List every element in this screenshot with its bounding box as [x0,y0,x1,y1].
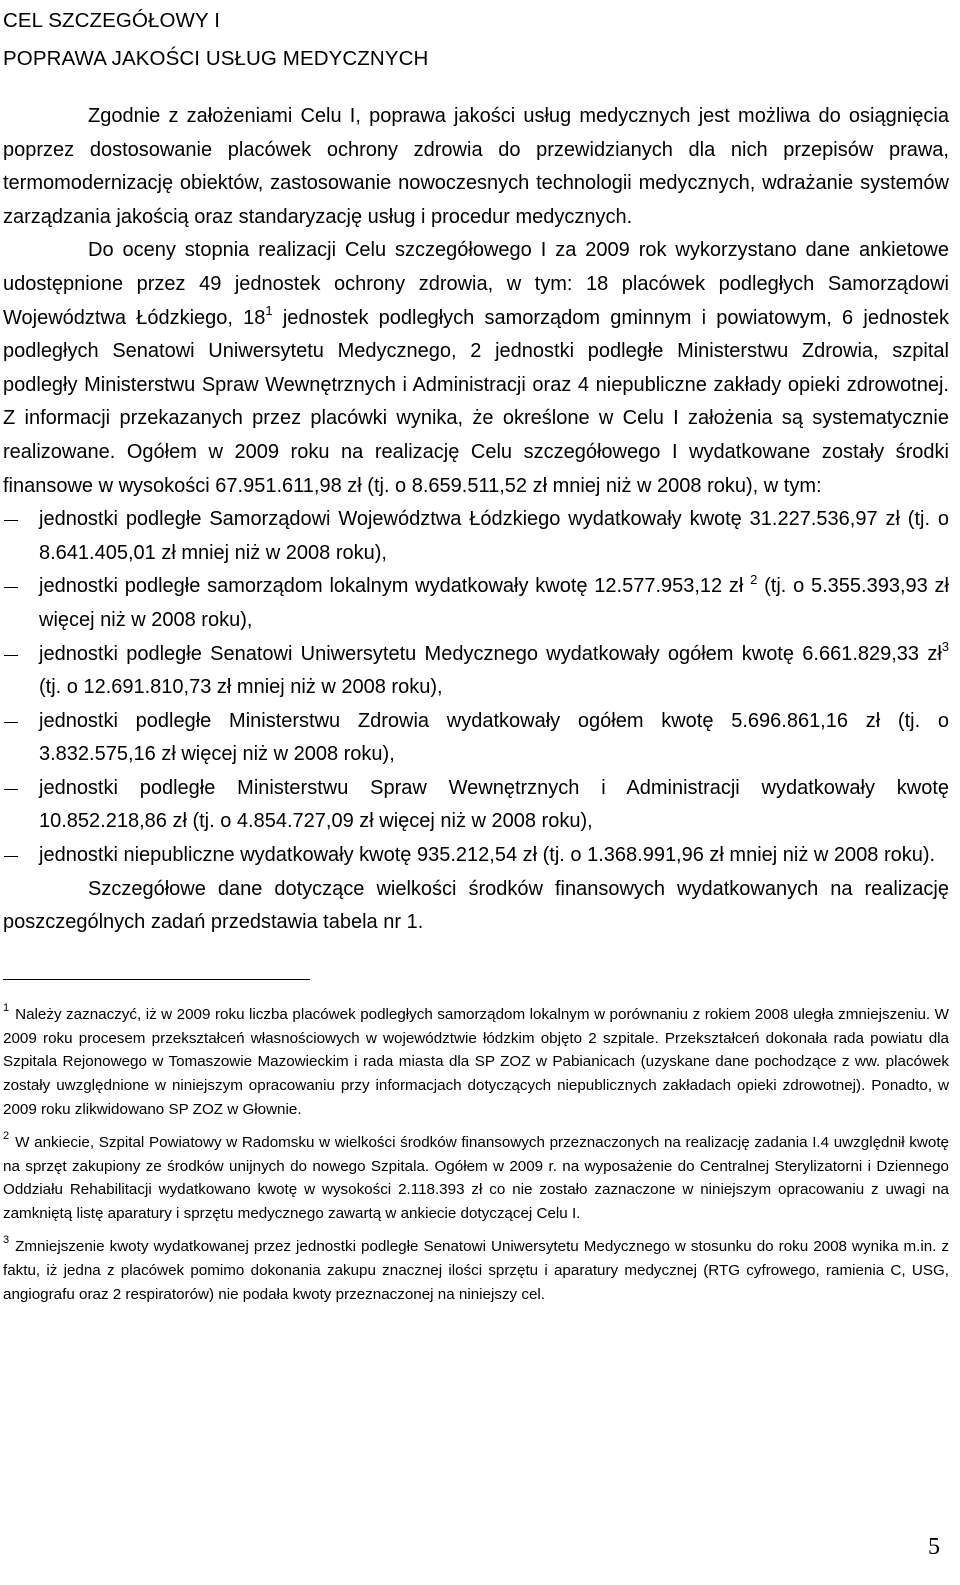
footnotes [3,1003,949,1307]
list-item [3,839,949,873]
paragraph-summary: Szczegółowe dane dotyczące wielkości środków finansowych wydatkowanych na realizację poszczególnych zadań przedstawia tabela nr 1. [3,877,949,934]
list-item [3,570,949,637]
paragraph-assessment [3,234,949,503]
footnote-1 [3,1003,949,1122]
footnote-ref-1: 1 [265,302,273,318]
footnote-number: 1 [3,1001,10,1014]
list-item-text: jednostki niepubliczne wydatkowały kwotę 935.212,54 zł (tj. o 1.368.991,96 zł mniej niż w 2008 roku). [39,844,936,867]
expenditure-list [3,503,949,873]
footnote-2 [3,1131,949,1226]
footnote-number: 2 [3,1129,10,1142]
footnote-3 [3,1235,949,1306]
section-heading: CEL SZCZEGÓŁOWY I [3,9,220,32]
footnote-separator [3,979,310,980]
footnote-text: W ankiecie, Szpital Powiatowy w Radomsku w wielkości środków finansowych przeznaczonych na realizację zadania I.4 uwzględnił kwotę na sprzęt zakupiony ze środków unijnych do nowego Szpitala. Ogółem w 2009 r. na wyposażenie do Centralnej Sterylizatorni i Dziennego Oddziału Rehabilitacji wydatkowano kwotę w wysokości 2.118.393 zł co nie zostało zaznaczone w niniejszym opracowaniu z uwagi na zamkniętą listę aparatury i sprzętu medycznego zawartą w ankiecie dotyczącej Celu I. [3,1133,949,1223]
list-item-text: jednostki podległe Samorządowi Województwa Łódzkiego wydatkowały kwotę 31.227.536,97 zł (tj. o 8.641.405,01 zł mniej niż w 2008 roku), [39,508,949,564]
paragraph-assessment-part1: Do oceny stopnia realizacji Celu szczegółowego I za 2009 rok wykorzystano dane ankietowe udostępnione przez 49 jednostek ochrony zdrowia, w tym: 18 placówek podległych Samorządowi Województwa Łódzkiego, 18 [3,239,949,329]
paragraph-intro: Zgodnie z założeniami Celu I, poprawa jakości usług medycznych jest możliwa do osiągnięcia poprzez dostosowanie placówek ochrony zdrowia do przewidzianych dla nich przepisów prawa, termomodernizację obiektów, zastosowanie nowoczesnych technologii medycznych, wdrażanie systemów zarządzania jakością oraz standaryzację usług i procedur medycznych. [3,105,949,228]
paragraph-assessment-part2: jednostek podległych samorządom gminnym i powiatowym, 6 jednostek podległych Senatowi Uniwersytetu Medycznego, 2 jednostki podległe Ministerstwu Zdrowia, szpital podległy Ministerstwu Spraw Wewnętrznych i Administracji oraz 4 niepubliczne zakłady opieki zdrowotnej. Z informacji przekazanych przez placówki wynika, że określone w Celu I założenia są systematycznie realizowane. Ogółem w 2009 roku na realizację Celu szczegółowego I wydatkowane zostały środki finansowe w wysokości 67.951.611,98 zł (tj. o 8.659.511,52 zł mniej niż w 2008 roku), w tym: [3,306,949,497]
list-item-text-cont: (tj. o 12.691.810,73 zł mniej niż w 2008 roku), [39,676,443,699]
list-item-text: jednostki podległe Senatowi Uniwersytetu Medycznego wydatkowały ogółem kwotę 6.661.829,33 zł [39,642,942,665]
list-item [3,772,949,839]
list-item [3,638,949,705]
document-page [3,0,949,1315]
list-item [3,503,949,570]
list-item-text: jednostki podległe Ministerstwu Zdrowia wydatkowały ogółem kwotę 5.696.861,16 zł (tj. o 3.832.575,16 zł więcej niż w 2008 roku), [39,709,949,766]
list-item-text: jednostki podległe samorządom lokalnym wydatkowały kwotę 12.577.953,12 zł [39,575,751,598]
footnote-ref-3: 3 [941,638,949,654]
section-subheading: POPRAWA JAKOŚCI USŁUG MEDYCZNYCH [3,47,429,70]
list-item-text-cont: (tj. o 5.355.393,93 zł więcej niż w 2008 roku), [39,575,949,631]
footnote-text: Należy zaznaczyć, iż w 2009 roku liczba placówek podległych samorządom lokalnym w porównaniu z rokiem 2008 uległa zmniejszeniu. W 2009 roku procesem przekształceń własnościowych w województwie łódzkim objęto 2 szpitale. Przekształceń dokonała rada powiatu dla Szpitala Rejonowego w Tomaszowie Mazowieckim i rada miasta dla SP ZOZ w Pabianicach (uzyskane dane pochodzące z ww. placówek zostały uwzględnione w niniejszym opracowaniu przy informacjach dotyczących niepublicznych zakładach opieki zdrowotnej). Ponadto, w 2009 roku zlikwidowano SP ZOZ w Głownie. [3,1005,949,1119]
footnote-ref-2: 2 [750,571,758,587]
footnote-number: 3 [3,1233,10,1246]
list-item [3,705,949,772]
list-item-text: jednostki podległe Ministerstwu Spraw Wewnętrznych i Administracji wydatkowały kwotę 10.852.218,86 zł (tj. o 4.854.727,09 zł więcej niż w 2008 roku), [39,776,949,833]
page-number: 5 [928,1534,940,1560]
main-text [3,100,949,940]
footnote-text: Zmniejszenie kwoty wydatkowanej przez jednostki podległe Senatowi Uniwersytetu Medycznego w stosunku do roku 2008 wynika m.in. z faktu, iż jedna z placówek pomimo dokonania zakupu znacznej ilości sprzętu i aparatury medycznej (RTG cyfrowego, ramienia C, USG, angiografu oraz 2 respiratorów) nie podała kwoty przeznaczonej na niniejszy cel. [3,1238,949,1303]
